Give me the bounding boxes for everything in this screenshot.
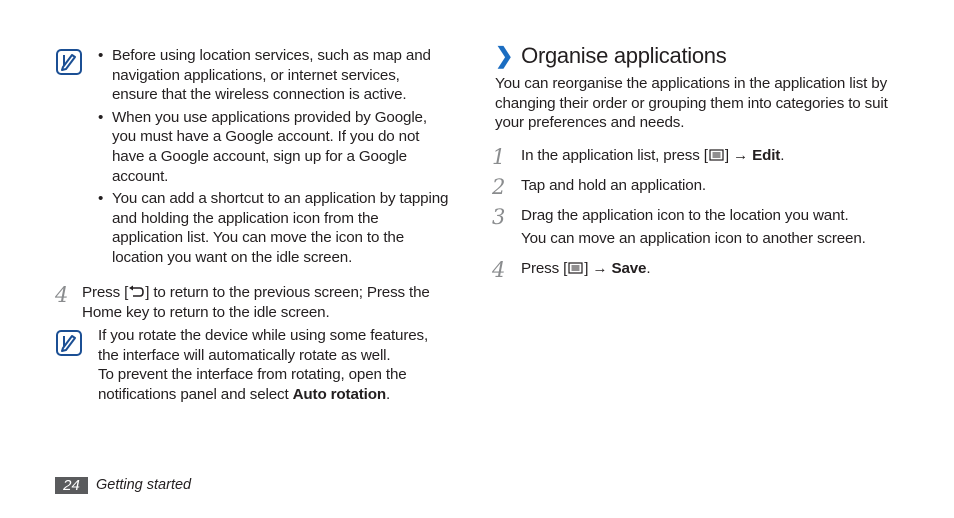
chevron-right-icon: ❯ [495,43,514,68]
section-title: Getting started [96,477,192,493]
step-text: Press [ ] → Save. [521,260,651,277]
step-number: 4 [492,258,506,282]
step-text: In the application list, press [ ] → Edit. [521,147,785,164]
list-item: • Before using location services, such as map and navigation applications, or internet services, ensure that the wireless connection is active. [97,46,449,105]
menu-key-icon [567,261,584,275]
section-heading: ❯ Organise applications [495,43,727,68]
step-text: Tap and hold an application. [521,177,706,194]
list-item: • You can add a shortcut to an application by tapping and holding the application icon from the application list. You can move the icon to the location you want on the idle screen. [97,189,449,267]
step-number: 3 [492,205,506,229]
step-number: 1 [492,145,506,169]
step-text: Drag the application icon to the location you want. You can move an application icon to another screen. [521,207,866,247]
step-number: 4 [55,283,69,307]
note-icon [56,330,82,356]
page-number: 24 [55,477,88,494]
note-text: If you rotate the device while using some features, the interface will automatically rotate as well. To prevent the interface from rotating, open the notifications panel and select Auto rotation. [98,327,429,403]
step-text: Press [ ] to return to the previous screen; Press the Home key to return to the idle screen. [82,284,430,321]
note-bullet-list [97,46,449,271]
step-number: 2 [492,175,506,199]
intro-paragraph: You can reorganise the applications in the application list by changing their order or grouping them into categories to suit your preferences and needs. [495,75,888,132]
back-key-icon [128,285,145,299]
note-icon [56,49,82,75]
menu-key-icon [708,148,725,162]
list-item: • When you use applications provided by Google, you must have a Google account. If you do not have a Google account, sign up for a Google account. [97,108,449,186]
